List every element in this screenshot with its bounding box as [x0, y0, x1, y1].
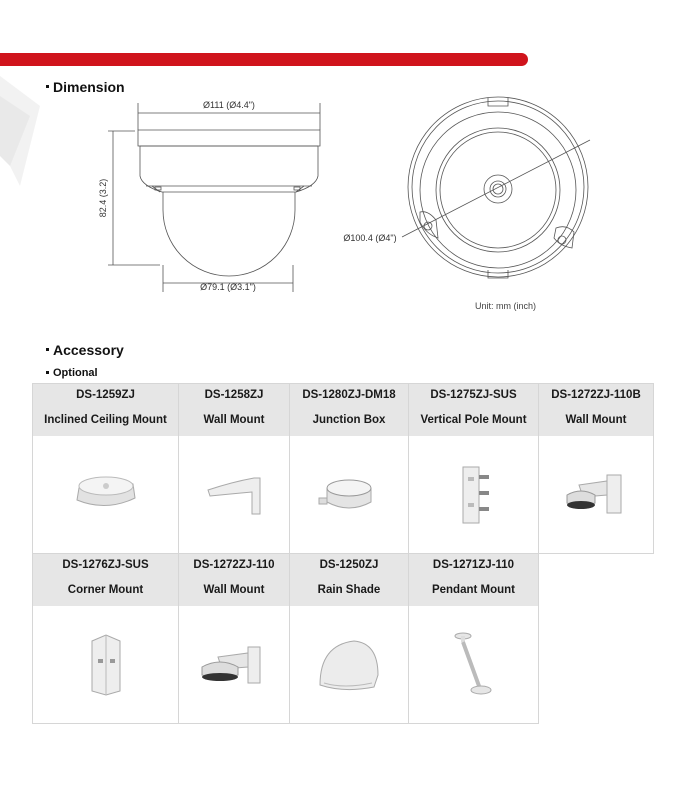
dimension-drawing — [0, 0, 684, 330]
accessory-name: Corner Mount — [67, 584, 144, 596]
accessory-item[interactable] — [178, 553, 290, 724]
accessory-item[interactable] — [289, 383, 409, 554]
accessory-name: Vertical Pole Mount — [420, 414, 527, 426]
accessory-model: DS-1275ZJ-SUS — [430, 389, 517, 401]
vertical-pole-mount-icon — [449, 463, 499, 527]
wall-mount-icon — [561, 467, 631, 523]
optional-subheading: Optional — [46, 367, 98, 379]
accessory-name: Junction Box — [312, 414, 386, 426]
accessory-item[interactable] — [289, 553, 409, 724]
inclined-ceiling-mount-icon — [71, 470, 141, 520]
accessory-item[interactable] — [32, 383, 179, 554]
accessory-item[interactable] — [408, 553, 539, 724]
accessory-model: DS-1272ZJ-110 — [193, 559, 275, 571]
accessory-model: DS-1272ZJ-110B — [551, 389, 641, 401]
unit-note: Unit: mm (inch) — [475, 301, 537, 311]
bullet-icon — [46, 348, 49, 351]
accessory-item[interactable] — [408, 383, 539, 554]
accessory-model: DS-1250ZJ — [319, 559, 379, 571]
junction-box-icon — [317, 470, 381, 520]
top-width-label: Ø111 (Ø4.4") — [203, 100, 255, 110]
accessory-heading: Accessory — [46, 342, 124, 358]
wall-mount-icon — [198, 637, 270, 693]
accessory-name: Wall Mount — [203, 414, 265, 426]
wall-mount-icon — [202, 470, 266, 520]
accessory-model: DS-1276ZJ-SUS — [62, 559, 149, 571]
accessory-name: Wall Mount — [203, 584, 265, 596]
accessory-name: Wall Mount — [565, 414, 627, 426]
pendant-mount-icon — [449, 630, 499, 700]
bullet-icon — [46, 371, 49, 374]
rain-shade-icon — [314, 635, 384, 695]
accessory-name: Pendant Mount — [431, 584, 516, 596]
corner-mount-icon — [84, 633, 128, 697]
accessory-item[interactable] — [538, 383, 654, 554]
bottom-width-label: Ø79.1 (Ø3.1") — [200, 282, 256, 292]
accessory-model: DS-1271ZJ-110 — [432, 559, 515, 571]
accessory-model: DS-1258ZJ — [204, 389, 264, 401]
accessory-item[interactable] — [32, 553, 179, 724]
base-diameter-label: Ø100.4 (Ø4") — [343, 233, 397, 243]
height-label: 82.4 (3.2) — [98, 178, 108, 218]
dimension-heading: Dimension — [46, 79, 125, 95]
accessory-model: DS-1280ZJ-DM18 — [302, 389, 396, 401]
accessory-name: Rain Shade — [317, 584, 381, 596]
accessory-item[interactable] — [178, 383, 290, 554]
accessory-name: Inclined Ceiling Mount — [44, 414, 167, 426]
accessory-model: DS-1259ZJ — [76, 389, 135, 401]
